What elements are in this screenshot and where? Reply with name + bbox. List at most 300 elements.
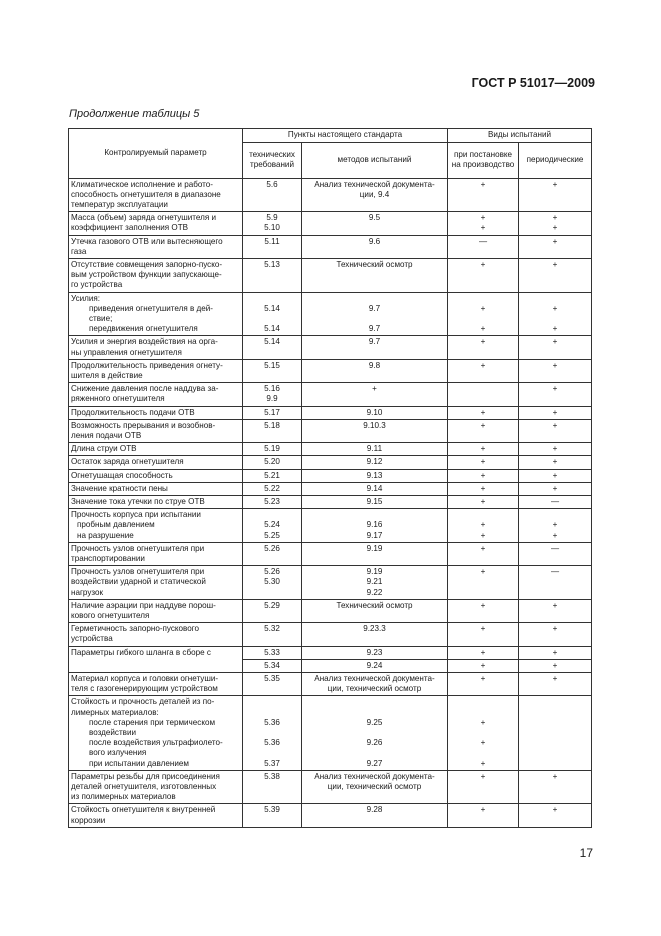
production-cell [448, 509, 519, 543]
table-row [69, 509, 592, 543]
method-cell-line: 9.10.3 [363, 420, 386, 430]
production-cell [448, 804, 519, 827]
param-cell-line: Параметры гибкого шланга в сборе с [71, 647, 211, 657]
method-cell [302, 599, 448, 622]
table-row [69, 495, 592, 508]
param-cell-line: приведения огнетушителя в дей- [89, 303, 213, 313]
method-cell [302, 235, 448, 258]
method-cell-line [304, 314, 445, 324]
periodic-cell-line: + [552, 407, 558, 417]
production-cell-line: + [480, 407, 486, 417]
periodic-cell-line: + [552, 179, 558, 189]
production-cell-line [450, 384, 516, 394]
periodic-cell-line: + [552, 457, 558, 467]
periodic-cell [519, 566, 592, 600]
method-cell-line [304, 697, 445, 707]
requirement-cell-line: 5.17 [264, 407, 280, 417]
table-row [69, 178, 592, 212]
param-cell-line: Значение кратности пены [71, 483, 168, 493]
production-cell-line: + [480, 758, 486, 768]
periodic-cell [519, 419, 592, 442]
requirement-cell-line: 5.14 [264, 303, 280, 313]
method-cell-line: Технический осмотр [336, 259, 413, 269]
periodic-cell-line: — [550, 543, 560, 553]
requirement-cell-line: 5.18 [264, 420, 280, 430]
method-cell-line: 9.21 [366, 577, 383, 587]
param-cell-line: при испытании давлением [89, 758, 189, 768]
requirement-cell [243, 419, 302, 442]
requirement-cell [243, 646, 302, 659]
requirement-cell-line: 5.32 [264, 624, 280, 634]
periodic-cell-line [521, 738, 589, 748]
production-cell-line: + [480, 337, 486, 347]
method-cell [302, 359, 448, 382]
method-cell [302, 566, 448, 600]
method-cell-line: 9.23.3 [363, 624, 386, 634]
periodic-cell-line: + [552, 771, 558, 781]
param-cell-line: воздействии [89, 728, 136, 738]
requirement-cell-line: 5.23 [264, 496, 280, 506]
param-cell [69, 599, 243, 622]
table-row [69, 456, 592, 469]
production-cell [448, 178, 519, 212]
table-row [69, 419, 592, 442]
table-row [69, 542, 592, 565]
method-cell [302, 804, 448, 827]
param-cell-line: пробным давлением [77, 520, 155, 530]
method-cell-line: ции, технический осмотр [327, 684, 422, 694]
periodic-cell-line: + [552, 259, 558, 269]
param-cell-line: из полимерных материалов [71, 792, 176, 802]
param-cell [69, 178, 243, 212]
param-cell [69, 456, 243, 469]
param-cell [69, 336, 243, 359]
param-cell-line: Климатическое исполнение и работо- [71, 179, 213, 189]
param-cell-line: Значение тока утечки по струе ОТВ [71, 496, 205, 506]
method-cell-line: Анализ технической документа- [314, 179, 435, 189]
table-row [69, 696, 592, 770]
production-cell [448, 456, 519, 469]
requirement-cell [243, 599, 302, 622]
periodic-cell-line [521, 708, 589, 718]
method-cell-line: 9.28 [366, 805, 383, 815]
requirement-cell-line [245, 294, 299, 304]
table-row [69, 804, 592, 827]
periodic-cell [519, 336, 592, 359]
periodic-cell-line: + [552, 530, 558, 540]
param-cell [69, 443, 243, 456]
header-periodic-tests: периодические [519, 142, 592, 178]
production-cell-line: + [480, 213, 486, 223]
method-cell-line: 9.13 [366, 470, 383, 480]
requirement-cell-line: 5.9 [266, 213, 278, 223]
production-cell [448, 673, 519, 696]
method-cell [302, 336, 448, 359]
periodic-cell-line: + [552, 236, 558, 246]
param-cell-line: коэффициент заполнения ОТВ [71, 223, 189, 233]
param-cell-line: Снижение давления после наддува за- [71, 384, 219, 394]
param-cell-line: ны управления огнетушителя [71, 347, 182, 357]
periodic-cell [519, 542, 592, 565]
periodic-cell-line: + [552, 660, 558, 670]
method-cell [302, 509, 448, 543]
param-cell [69, 359, 243, 382]
requirement-cell-line [245, 510, 299, 520]
periodic-cell-line: + [552, 360, 558, 370]
method-cell [302, 482, 448, 495]
production-cell-line: + [480, 223, 486, 233]
periodic-cell [519, 659, 592, 672]
method-cell-line: 9.23 [366, 647, 383, 657]
requirement-cell-line: 5.13 [264, 259, 280, 269]
production-cell [448, 770, 519, 804]
periodic-cell-line: + [552, 647, 558, 657]
table-row [69, 770, 592, 804]
param-cell-line: ряженного огнетушителя [71, 394, 165, 404]
production-cell [448, 292, 519, 336]
production-cell [448, 258, 519, 292]
production-cell-line: + [480, 771, 486, 781]
periodic-cell-line [521, 718, 589, 728]
periodic-cell [519, 292, 592, 336]
method-cell-line [304, 728, 445, 738]
requirement-cell-line: 5.37 [264, 758, 280, 768]
param-cell-line: теля с газогенерирующим устройством [71, 684, 218, 694]
param-cell-line: нагрузок [71, 587, 104, 597]
method-cell-line: 9.22 [366, 587, 383, 597]
requirement-cell-line: 5.11 [264, 236, 280, 246]
production-cell-line: + [480, 805, 486, 815]
param-cell-line: Масса (объем) заряда огнетушителя и [71, 213, 217, 223]
periodic-cell-line: + [552, 444, 558, 454]
param-cell-line: Прочность узлов огнетушителя при [71, 567, 205, 577]
requirement-cell-line: 5.14 [264, 337, 280, 347]
periodic-cell [519, 383, 592, 406]
periodic-cell [519, 770, 592, 804]
production-cell-line: + [480, 530, 486, 540]
param-cell-line: вым устройством функции запускающе- [71, 270, 222, 280]
param-cell-line: Продолжительность приведения огнету- [71, 360, 223, 370]
periodic-cell [519, 456, 592, 469]
method-cell-line: 9.26 [366, 738, 383, 748]
param-cell-line: Огнетушащая способность [71, 470, 173, 480]
requirement-cell-line [245, 697, 299, 707]
production-cell [448, 443, 519, 456]
param-cell-line: Стойкость огнетушителя к внутренней [71, 805, 216, 815]
requirement-cell [243, 659, 302, 672]
method-cell [302, 212, 448, 235]
periodic-cell-line [521, 728, 589, 738]
production-cell-line [450, 294, 516, 304]
method-cell-line: ции, технический осмотр [327, 782, 422, 792]
table-caption: Продолжение таблицы 5 [69, 108, 200, 120]
param-cell-line: вого излучения [89, 748, 147, 758]
param-cell-line: Утечка газового ОТВ или вытесняющего [71, 236, 223, 246]
requirement-cell-line: 5.29 [264, 600, 280, 610]
requirement-cell [243, 770, 302, 804]
table-row [69, 359, 592, 382]
requirement-cell-line: 5.24 [264, 520, 280, 530]
production-cell-line: + [480, 600, 486, 610]
method-cell-line: 9.19 [366, 567, 383, 577]
method-cell-line: 9.15 [366, 496, 383, 506]
periodic-cell-line: + [552, 470, 558, 480]
requirement-cell [243, 542, 302, 565]
param-cell-line: газа [71, 246, 87, 256]
production-cell-line: + [480, 543, 486, 553]
param-cell [69, 383, 243, 406]
method-cell [302, 383, 448, 406]
header-param: Контролируемый параметр [69, 129, 243, 179]
param-cell [69, 696, 243, 770]
requirement-cell [243, 456, 302, 469]
method-cell-line: 9.19 [366, 543, 383, 553]
method-cell [302, 770, 448, 804]
production-cell-line [450, 510, 516, 520]
production-cell-line: + [480, 520, 486, 530]
requirement-cell [243, 235, 302, 258]
requirement-cell-line: 5.22 [264, 483, 280, 493]
requirement-cell-line: 9.9 [266, 394, 278, 404]
method-cell [302, 178, 448, 212]
param-cell-line: го устройства [71, 280, 123, 290]
production-cell [448, 599, 519, 622]
param-cell [69, 623, 243, 646]
requirement-cell [243, 469, 302, 482]
periodic-cell [519, 443, 592, 456]
production-cell-line: + [480, 259, 486, 269]
table-row [69, 212, 592, 235]
requirement-cell [243, 509, 302, 543]
page-number: 17 [579, 846, 593, 860]
periodic-cell-line [521, 697, 589, 707]
param-cell-line: воздействии ударной и статической [71, 577, 206, 587]
method-cell [302, 406, 448, 419]
method-cell-line [304, 294, 445, 304]
method-cell-line [304, 708, 445, 718]
requirement-cell-line [245, 748, 299, 758]
header-test-types: Виды испытаний [448, 129, 592, 143]
param-cell-line: Остаток заряда огнетушителя [71, 457, 184, 467]
method-cell-line [304, 510, 445, 520]
production-cell-line [450, 697, 516, 707]
production-cell-line: + [480, 360, 486, 370]
param-cell [69, 406, 243, 419]
production-cell [448, 482, 519, 495]
periodic-cell [519, 212, 592, 235]
requirement-cell-line: 5.36 [264, 738, 280, 748]
requirement-cell [243, 406, 302, 419]
method-cell [302, 542, 448, 565]
production-cell [448, 566, 519, 600]
param-cell [69, 419, 243, 442]
method-cell-line: 9.10 [366, 407, 383, 417]
production-cell-line: + [480, 674, 486, 684]
periodic-cell-line: + [552, 384, 558, 394]
requirement-cell-line: 5.30 [264, 577, 280, 587]
table-row [69, 258, 592, 292]
param-cell [69, 482, 243, 495]
requirement-cell-line: 5.35 [264, 674, 280, 684]
production-cell-line: + [480, 179, 486, 189]
periodic-cell [519, 673, 592, 696]
param-cell [69, 469, 243, 482]
method-cell [302, 495, 448, 508]
production-cell [448, 646, 519, 659]
table-row [69, 235, 592, 258]
production-cell-line: + [480, 444, 486, 454]
param-cell-line: Отсутствие совмещения запорно-пуско- [71, 259, 223, 269]
table-row [69, 443, 592, 456]
requirement-cell-line: 5.10 [264, 223, 280, 233]
method-cell [302, 292, 448, 336]
table-body [69, 178, 592, 827]
param-cell-line: способность огнетушителя в диапазоне [71, 189, 221, 199]
requirement-cell [243, 623, 302, 646]
param-cell-line: Стойкость и прочность деталей из по- [71, 697, 215, 707]
periodic-cell [519, 804, 592, 827]
requirement-cell [243, 566, 302, 600]
requirement-cell-line: 5.36 [264, 717, 280, 727]
requirement-cell [243, 212, 302, 235]
periodic-cell [519, 359, 592, 382]
requirement-cell-line: 5.19 [264, 444, 280, 454]
periodic-cell [519, 469, 592, 482]
periodic-cell [519, 495, 592, 508]
param-cell [69, 646, 243, 672]
production-cell [448, 419, 519, 442]
param-cell-line: Усилия: [71, 293, 101, 303]
periodic-cell [519, 696, 592, 770]
requirement-cell [243, 804, 302, 827]
table-row [69, 482, 592, 495]
param-cell [69, 235, 243, 258]
param-cell [69, 258, 243, 292]
periodic-cell [519, 646, 592, 659]
periodic-cell-line [521, 748, 589, 758]
param-cell-line: ствие; [89, 313, 113, 323]
periodic-cell-line: + [552, 483, 558, 493]
periodic-cell-line: + [552, 600, 558, 610]
production-cell [448, 659, 519, 672]
periodic-cell-line: + [552, 520, 558, 530]
production-cell-line: + [480, 717, 486, 727]
production-cell-line [450, 314, 516, 324]
production-cell [448, 336, 519, 359]
production-cell-line: + [480, 470, 486, 480]
method-cell [302, 456, 448, 469]
table-row [69, 406, 592, 419]
periodic-cell-line: + [552, 420, 558, 430]
method-cell [302, 696, 448, 770]
production-cell-line: + [480, 457, 486, 467]
requirement-cell-line: 5.25 [264, 530, 280, 540]
method-cell-line: 9.25 [366, 717, 383, 727]
production-cell [448, 406, 519, 419]
periodic-cell-line: + [552, 624, 558, 634]
param-cell-line: Прочность корпуса при испытании [71, 510, 201, 520]
production-cell-line [450, 748, 516, 758]
requirement-cell-line: 5.26 [264, 543, 280, 553]
method-cell-line: + [372, 384, 377, 394]
periodic-cell [519, 178, 592, 212]
production-cell [448, 696, 519, 770]
method-cell [302, 623, 448, 646]
method-cell-line [304, 748, 445, 758]
table-row [69, 566, 592, 600]
param-cell-line: лимерных материалов: [71, 707, 159, 717]
requirement-cell-line: 5.20 [264, 457, 280, 467]
param-cell-line: Усилия и энергия воздействия на орга- [71, 337, 218, 347]
periodic-cell [519, 258, 592, 292]
param-cell-line: коррозии [71, 815, 106, 825]
requirement-cell-line: 5.16 [264, 384, 280, 394]
periodic-cell [519, 482, 592, 495]
method-cell-line: 9.6 [368, 236, 381, 246]
param-cell-line: Возможность прерывания и возобнов- [71, 420, 216, 430]
production-cell-line [450, 728, 516, 738]
requirement-cell-line: 5.39 [264, 805, 280, 815]
requirement-cell-line: 5.14 [264, 324, 280, 334]
method-cell-line: 9.5 [368, 213, 381, 223]
method-cell [302, 419, 448, 442]
table-row [69, 292, 592, 336]
param-cell-line: деталей огнетушителя, изготовленных [71, 782, 217, 792]
production-cell [448, 623, 519, 646]
param-cell-line: после старения при термическом [89, 717, 216, 727]
header-tech-requirements: технических требований [243, 142, 302, 178]
production-cell-line: + [480, 303, 486, 313]
param-cell [69, 212, 243, 235]
requirement-cell [243, 336, 302, 359]
requirement-cell [243, 359, 302, 382]
table-row [69, 623, 592, 646]
requirement-cell-line: 5.21 [264, 470, 280, 480]
production-cell-line: + [480, 324, 486, 334]
requirement-cell [243, 292, 302, 336]
param-cell-line: на разрушение [77, 530, 134, 540]
method-cell-line: 9.11 [366, 444, 383, 454]
periodic-cell-line: + [552, 805, 558, 815]
param-cell-line: Прочность узлов огнетушителя при [71, 543, 205, 553]
param-cell [69, 770, 243, 804]
param-cell-line: Продолжительность подачи ОТВ [71, 407, 195, 417]
production-cell [448, 495, 519, 508]
periodic-cell-line [521, 759, 589, 769]
production-cell-line: + [480, 647, 486, 657]
periodic-cell-line: + [552, 213, 558, 223]
requirement-cell-line: 5.15 [264, 360, 280, 370]
header-standard-points: Пункты настоящего стандарта [243, 129, 448, 143]
periodic-cell-line [521, 314, 589, 324]
param-cell [69, 804, 243, 827]
requirement-cell-line [245, 708, 299, 718]
periodic-cell [519, 235, 592, 258]
method-cell [302, 443, 448, 456]
method-cell-line: 9.24 [366, 660, 383, 670]
method-cell-line: 9.27 [366, 758, 383, 768]
param-cell-line: Материал корпуса и головки огнетуши- [71, 674, 219, 684]
production-cell-line: + [480, 738, 486, 748]
requirement-cell [243, 673, 302, 696]
production-cell-line [450, 708, 516, 718]
requirement-cell-line: 5.34 [264, 660, 280, 670]
method-cell-line: 9.7 [368, 303, 381, 313]
periodic-cell [519, 509, 592, 543]
requirement-cell [243, 482, 302, 495]
production-cell [448, 542, 519, 565]
periodic-cell [519, 599, 592, 622]
